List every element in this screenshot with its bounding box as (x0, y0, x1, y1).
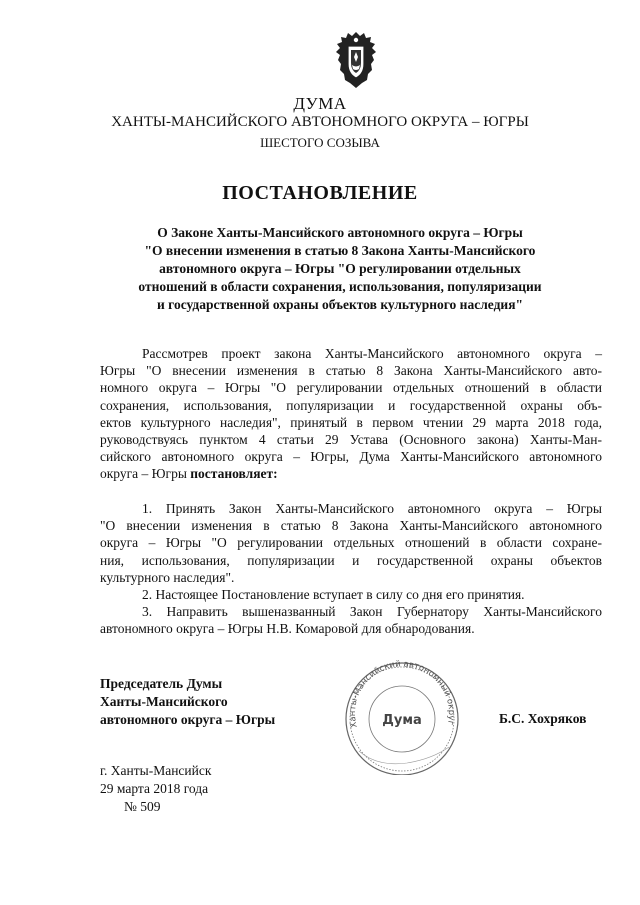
preamble-line: Югры "О внесении изменения в статью 8 Закона Ханты-Мансийского авто- (100, 363, 602, 379)
preamble-paragraph (100, 345, 602, 483)
subject-line: О Законе Ханты-Мансийского автономного округа – Югры (157, 225, 523, 240)
subject-line: отношений в области сохранения, использования, популяризации (138, 279, 542, 294)
signatory-position (100, 675, 275, 729)
sozyv-heading: ШЕСТОГО СОЗЫВА (260, 135, 380, 150)
date: 29 марта 2018 года (100, 781, 209, 796)
position-line: Председатель Думы (100, 676, 223, 691)
subject-line: "О внесении изменения в статью 8 Закона Ханты-Мансийского (144, 243, 536, 258)
preamble-resolves: постановляет: (190, 466, 278, 482)
preamble-line: номного округа – Югры "О регулировании отдельных отношений в области (100, 380, 602, 396)
seal-center-text: Дума (382, 713, 422, 728)
subject-line: и государственной охраны объектов культурного наследия" (157, 297, 523, 312)
preamble-line: Рассмотрев проект закона Ханты-Мансийского автономного округа – (142, 346, 602, 361)
item1-line: ния, использования, популяризации и государственной охраны объектов (100, 552, 602, 568)
item2-line: 2. Настоящее Постановление вступает в силу со дня его принятия. (142, 587, 525, 603)
signer-name: Б.С. Хохряков (499, 711, 587, 726)
document-number: № 509 (124, 799, 161, 814)
document-title: ПОСТАНОВЛЕНИЕ (222, 182, 418, 204)
preamble-line: руководствуясь пунктом 4 статьи 29 Устава (Основного закона) Ханты-Ман- (100, 432, 602, 448)
preamble-line: сийского автономного округа – Югры, Дума Ханты-Мансийского автономного (100, 449, 602, 465)
position-line: автономного округа – Югры (100, 712, 276, 727)
item3-line: 3. Направить вышеназванный Закон Губернатору Ханты-Мансийского (142, 604, 602, 620)
resolution-items (100, 500, 602, 638)
item1-line: культурного наследия". (100, 569, 235, 585)
place-date-block (100, 762, 211, 816)
preamble-last-text: округа – Югры (100, 466, 187, 482)
official-seal (337, 655, 467, 775)
preamble-line: ектов культурного наследия", принятый в первом чтении 29 марта 2018 года, (100, 414, 602, 430)
coat-of-arms-icon (331, 30, 381, 92)
item1-line: "О внесении изменения в статью 8 Закона Ханты-Мансийского автономного (100, 518, 602, 534)
duma-heading: ДУМА (293, 94, 347, 113)
seal-ring-text: Ханты-Мансийский автономный округ (347, 659, 457, 729)
subject-line: автономного округа – Югры "О регулировании отдельных (159, 261, 521, 276)
preamble-last-line (100, 465, 602, 482)
position-line: Ханты-Мансийского (100, 694, 228, 709)
okrug-heading: ХАНТЫ-МАНСИЙСКОГО АВТОНОМНОГО ОКРУГА – ЮГРЫ (111, 114, 529, 130)
item1-line: округа – Югры "О регулировании отдельных отношений в области сохране- (100, 535, 602, 551)
item1-line: 1. Принять Закон Ханты-Мансийского автономного округа – Югры (142, 501, 602, 516)
item3-line: автономного округа – Югры Н.В. Комаровой для обнародования. (100, 621, 475, 637)
preamble-line: сохранения, использования, популяризации и государственной охраны объ- (100, 397, 602, 413)
city: г. Ханты-Мансийск (100, 763, 212, 778)
document-subject (100, 224, 580, 314)
